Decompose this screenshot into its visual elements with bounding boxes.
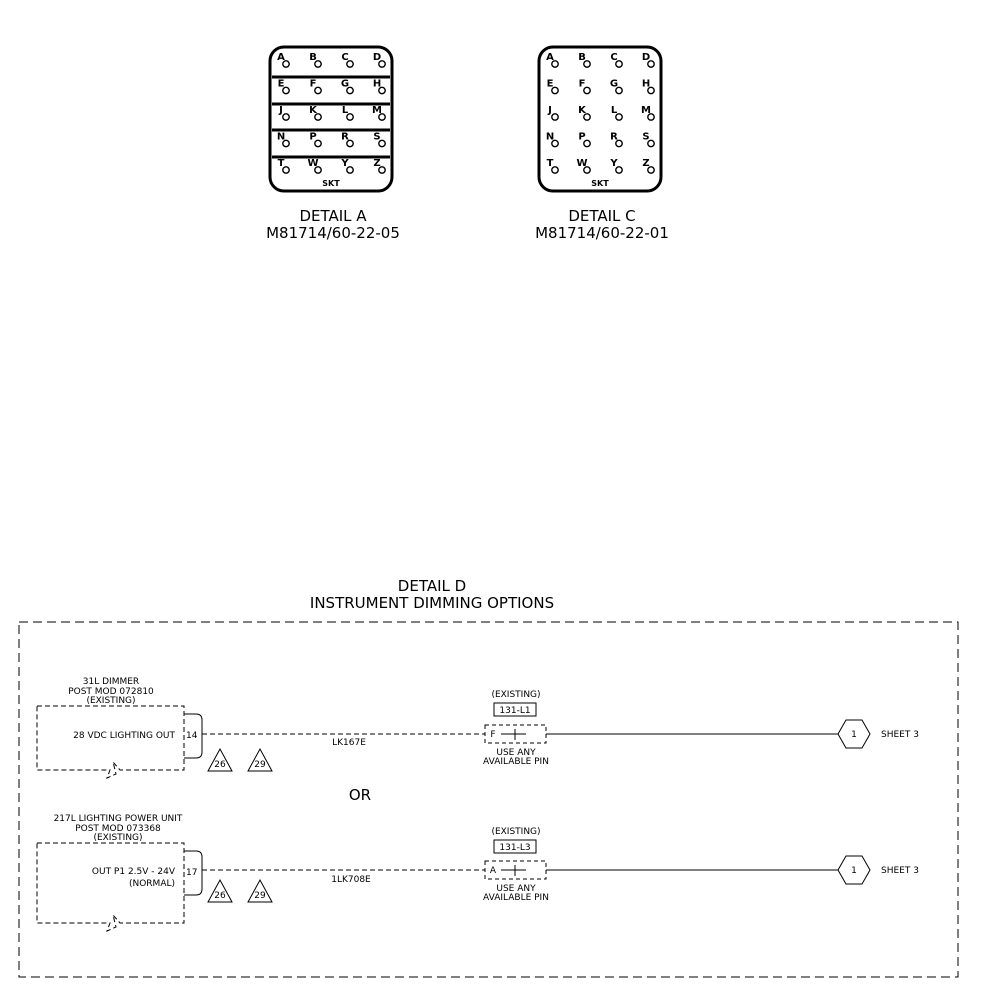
unit-label-line-2: POST MOD 073368: [75, 824, 161, 834]
pin-contact-h: [379, 87, 385, 93]
note-flag-26: 26: [214, 760, 226, 770]
pin-label-k: K: [578, 105, 586, 116]
pin-contact-g: [347, 87, 353, 93]
connector-a-pins: [277, 52, 385, 173]
pin-label-l: L: [610, 105, 618, 116]
pin-contact-z: [379, 167, 385, 173]
connector-note-line-2: AVAILABLE PIN: [483, 893, 549, 903]
connector-id: 131-L1: [499, 706, 531, 716]
wire-label: LK167E: [332, 738, 366, 748]
pin-label-b: B: [578, 52, 586, 63]
pin-contact-t: [283, 167, 289, 173]
pin-contact-t: [552, 167, 558, 173]
pin-contact-c: [347, 61, 353, 67]
connector-pin: A: [489, 866, 497, 876]
pin-contact-p: [584, 140, 590, 146]
pin-contact-y: [616, 167, 622, 173]
pin-label-j: J: [548, 105, 552, 116]
pin-contact-e: [283, 87, 289, 93]
pin-label-c: C: [610, 52, 618, 63]
unit-label-line-1: 31L DIMMER: [82, 677, 140, 687]
pin-label-g: G: [609, 78, 619, 90]
signal-label-line-1: OUT P1 2.5V - 24V: [91, 867, 175, 877]
pin-label-h: H: [641, 78, 651, 90]
detail-a-title: DETAIL A: [299, 207, 367, 225]
pin-contact-g: [616, 87, 622, 93]
pin-label-s: S: [373, 131, 381, 143]
detail-d-boundary: [19, 622, 958, 977]
pin-contact-n: [283, 140, 289, 146]
pin-label-n: N: [276, 131, 286, 143]
circuit-lighting-power-unit: [37, 814, 919, 931]
pin-contact-e: [552, 87, 558, 93]
connector-status: (EXISTING): [491, 690, 541, 700]
connector-note-line-1: USE ANY: [496, 884, 536, 894]
sheet-label: SHEET 3: [881, 866, 919, 876]
pin-label-f: F: [578, 78, 586, 90]
pin-label-l: L: [341, 105, 349, 116]
pin-label-p: P: [309, 131, 317, 143]
or-label: OR: [348, 786, 372, 804]
pin-label-g: G: [340, 78, 350, 90]
pin-contact-c: [616, 61, 622, 67]
detail-c-title: DETAIL C: [568, 207, 636, 225]
pin-label-z: Z: [373, 158, 381, 169]
pin-contact-y: [347, 167, 353, 173]
unit-label-line-1: 217L LIGHTING POWER UNIT: [53, 814, 183, 824]
pin-number: 17: [186, 868, 198, 878]
pin-label-w: W: [307, 158, 319, 169]
pin-number: 14: [186, 731, 198, 741]
pin-label-r: R: [341, 131, 349, 143]
detail-a-part-number: M81714/60-22-05: [266, 224, 400, 242]
connector-note-line-1: USE ANY: [496, 748, 536, 758]
pin-label-e: E: [546, 78, 554, 90]
pin-contact-s: [379, 140, 385, 146]
connector-detail-a: [266, 47, 400, 242]
pin-contact-j: [283, 114, 289, 120]
pin-contact-k: [315, 114, 321, 120]
detail-d: [19, 577, 958, 977]
pin-label-n: N: [545, 131, 555, 143]
pin-label-j: J: [279, 105, 283, 116]
pin-label-d: D: [641, 52, 651, 63]
pin-contact-p: [315, 140, 321, 146]
offpage-reference-number: 1: [851, 730, 857, 740]
detail-d-subtitle: INSTRUMENT DIMMING OPTIONS: [309, 594, 555, 612]
pin-label-b: B: [309, 52, 317, 63]
pin-contact-j: [552, 114, 558, 120]
pin-contact-f: [584, 87, 590, 93]
pin-contact-d: [648, 61, 654, 67]
pin-label-c: C: [341, 52, 349, 63]
pin-label-h: H: [372, 78, 382, 90]
pin-label-w: W: [576, 158, 588, 169]
pin-label-f: F: [309, 78, 317, 90]
pin-label-t: T: [277, 158, 285, 169]
circuit-dimmer: [37, 677, 919, 778]
detail-d-title: DETAIL D: [397, 577, 467, 595]
connector-id: 131-L3: [499, 843, 531, 853]
pin-label-p: P: [578, 131, 586, 143]
note-flag-29: 29: [254, 891, 266, 901]
unit-label-line-3: (EXISTING): [86, 696, 136, 706]
pin-contact-s: [648, 140, 654, 146]
pin-contact-m: [379, 114, 385, 120]
pin-label-y: Y: [341, 158, 349, 169]
wire-label: 1LK708E: [331, 875, 371, 885]
sheet-label: SHEET 3: [881, 730, 919, 740]
connector-status: (EXISTING): [491, 827, 541, 837]
pin-contact-k: [584, 114, 590, 120]
unit-label-line-2: POST MOD 072810: [68, 687, 154, 697]
pin-contact-b: [584, 61, 590, 67]
connector-c-socket-label: SKT: [591, 179, 609, 188]
pin-label-s: S: [642, 131, 650, 143]
pin-label-z: Z: [642, 158, 650, 169]
pin-contact-r: [616, 140, 622, 146]
connector-c-pins: [546, 52, 654, 173]
signal-label-line-2: (NORMAL): [128, 879, 175, 889]
pin-label-e: E: [277, 78, 285, 90]
pin-label-d: D: [372, 52, 382, 63]
signal-label: 28 VDC LIGHTING OUT: [73, 731, 175, 741]
pin-contact-m: [648, 114, 654, 120]
pin-label-y: Y: [610, 158, 618, 169]
unit-label-line-3: (EXISTING): [93, 833, 143, 843]
pin-label-k: K: [309, 105, 317, 116]
detail-c-part-number: M81714/60-22-01: [535, 224, 669, 242]
connector-a-socket-label: SKT: [322, 179, 340, 188]
pin-contact-l: [616, 114, 622, 120]
pin-contact-n: [552, 140, 558, 146]
offpage-reference-number: 1: [851, 866, 857, 876]
pin-contact-r: [347, 140, 353, 146]
pin-contact-f: [315, 87, 321, 93]
connector-detail-c: [535, 47, 669, 242]
pin-label-a: A: [277, 52, 285, 63]
pin-label-t: T: [546, 158, 554, 169]
unit-box: [37, 706, 184, 778]
note-flag-26: 26: [214, 891, 226, 901]
pin-contact-d: [379, 61, 385, 67]
pin-contact-z: [648, 167, 654, 173]
pin-label-m: M: [372, 105, 382, 116]
pin-label-m: M: [641, 105, 651, 116]
pin-label-a: A: [546, 52, 554, 63]
pin-contact-h: [648, 87, 654, 93]
pin-contact-l: [347, 114, 353, 120]
connector-note-line-2: AVAILABLE PIN: [483, 757, 549, 767]
pin-contact-a: [552, 61, 558, 67]
pin-contact-a: [283, 61, 289, 67]
connector-pin: F: [490, 730, 496, 740]
pin-contact-b: [315, 61, 321, 67]
note-flag-29: 29: [254, 760, 266, 770]
pin-label-r: R: [610, 131, 618, 143]
